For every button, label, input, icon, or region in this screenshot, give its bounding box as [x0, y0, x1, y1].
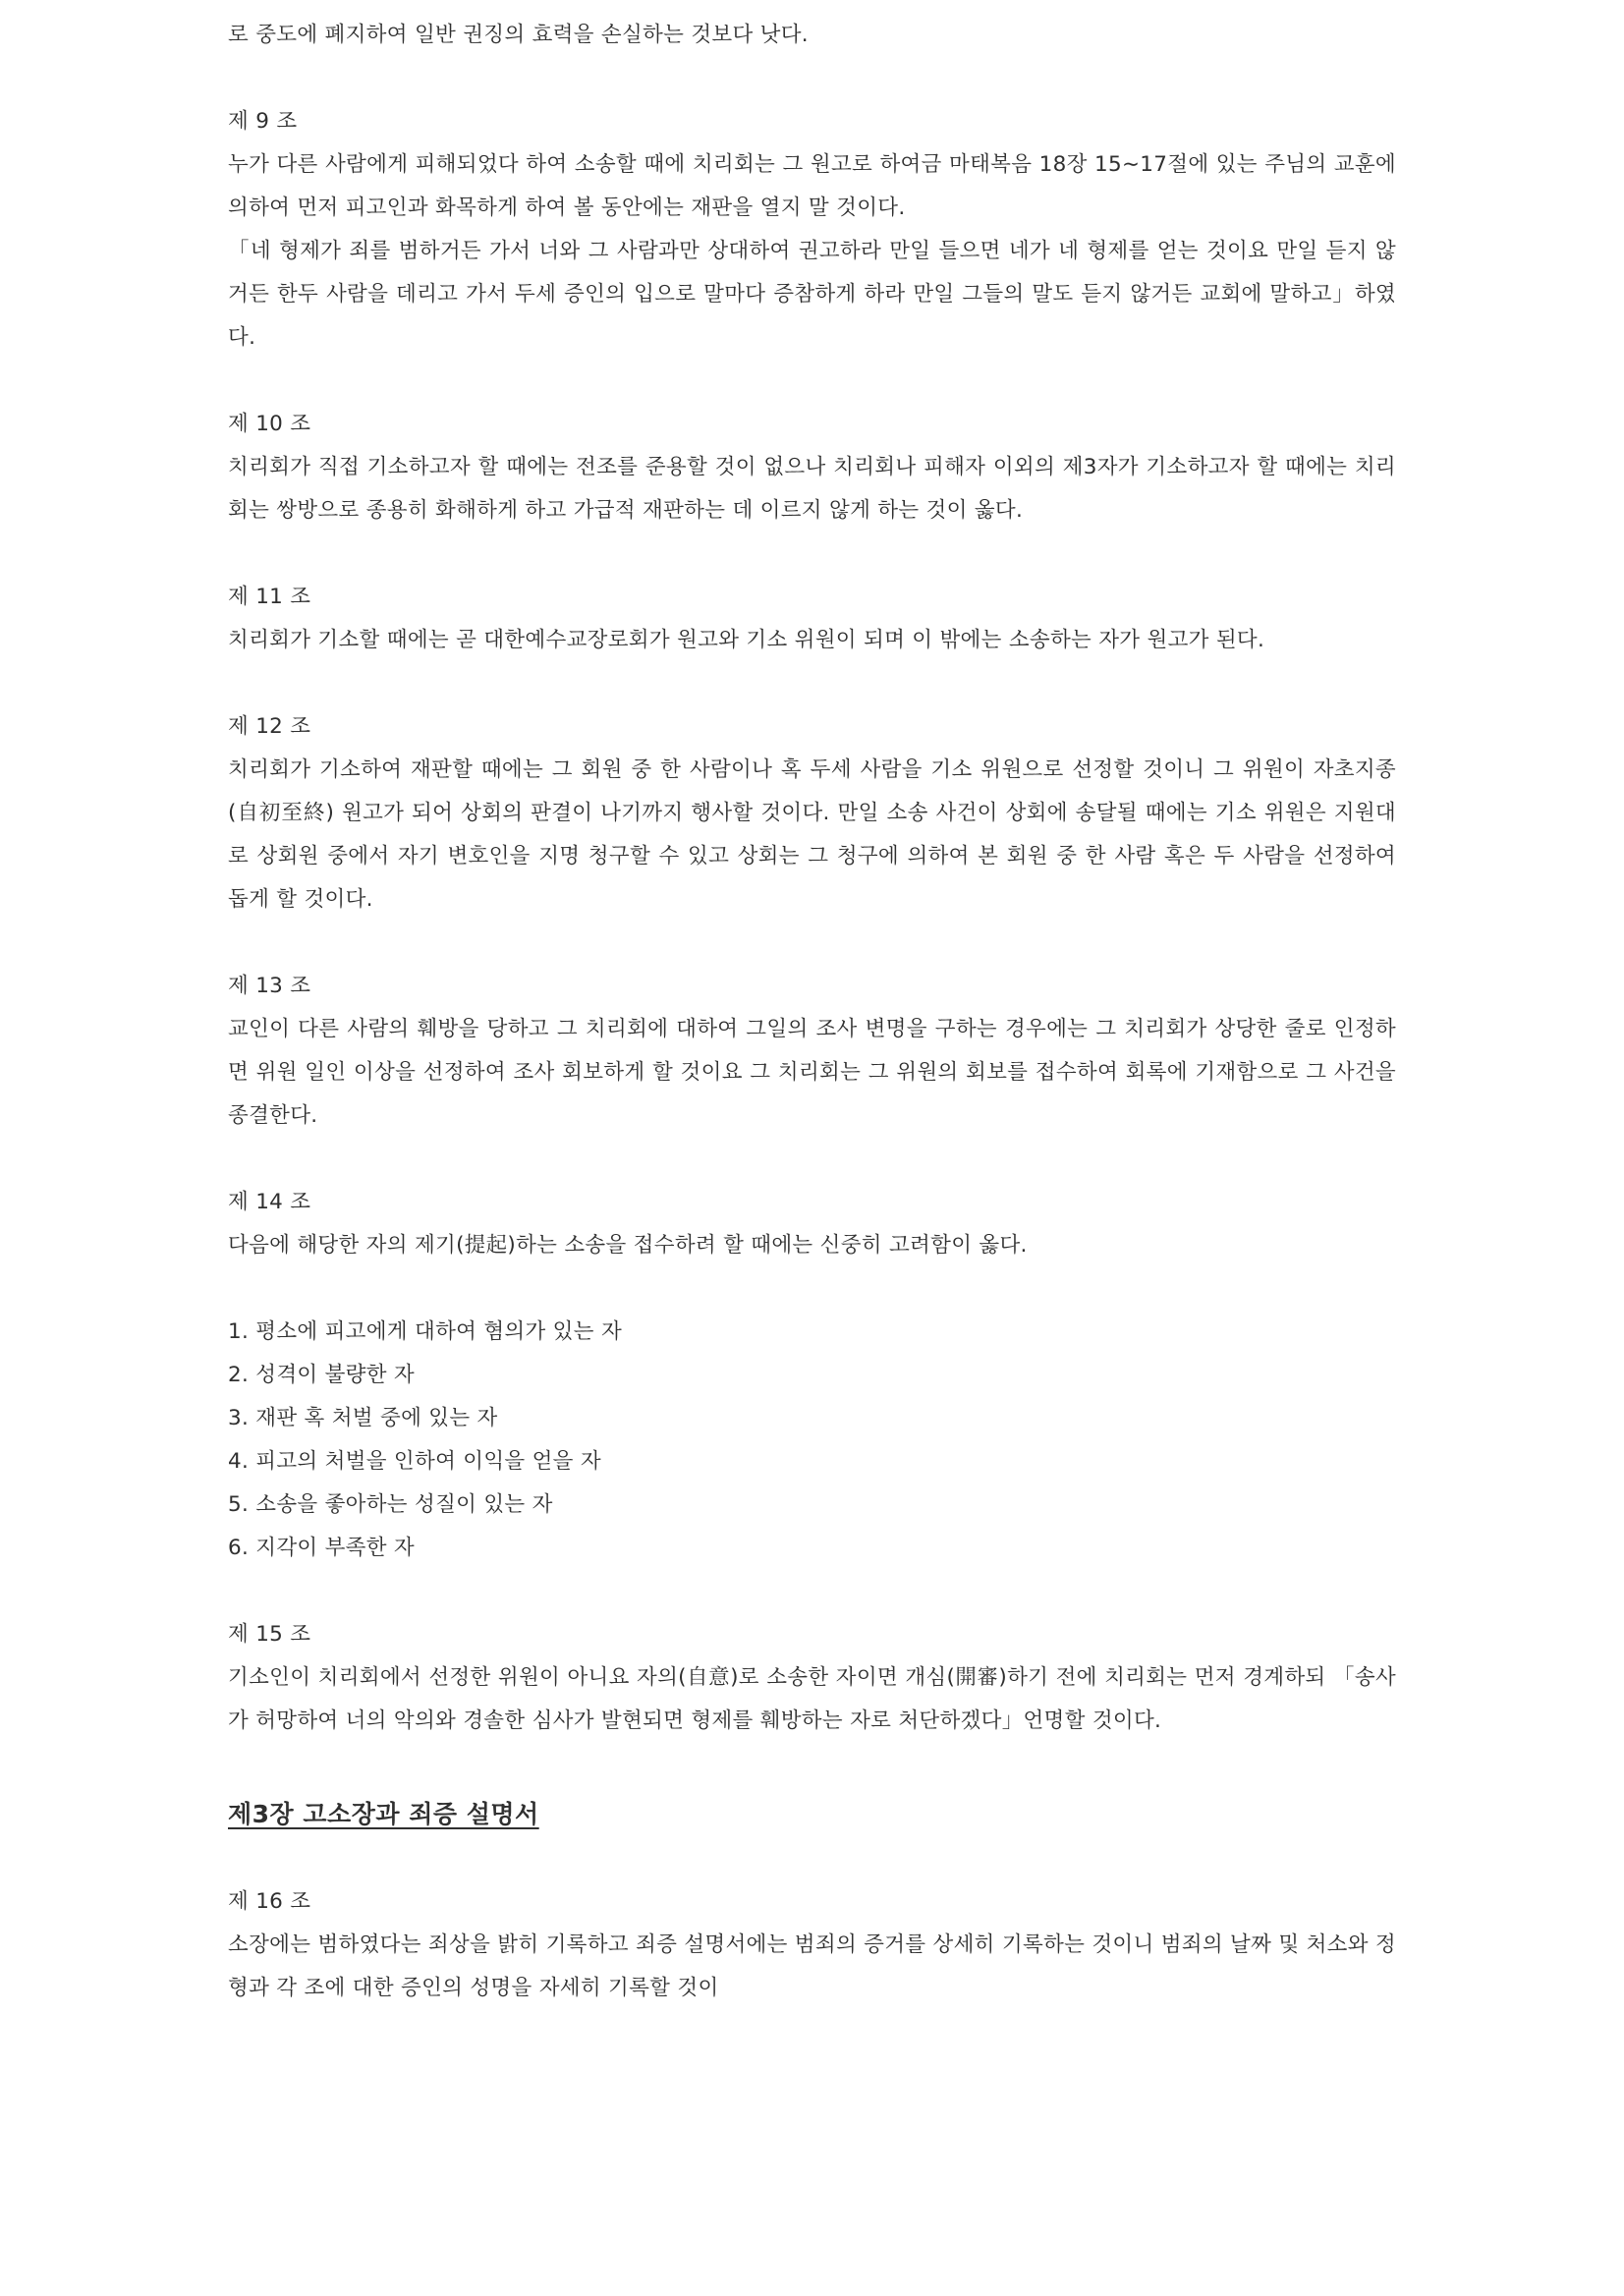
article-15 [228, 1613, 1396, 1743]
spacer [228, 1267, 1396, 1311]
article-paragraph: 교인이 다른 사람의 훼방을 당하고 그 치리회에 대하여 그일의 조사 변명을 구하는 경우에는 그 치리회가 상당한 줄로 인정하면 위원 일인 이상을 선정하여 조사 회보하게 할 것이요 그 치리회는 그 위원의 회보를 접수하여 회록에 기재함으로 그 사건을 종결한다. [228, 1017, 1396, 1128]
article-paragraph: 기소인이 치리회에서 선정한 위원이 아니요 자의(自意)로 소송한 자이면 개심(開審)하기 전에 치리회는 먼저 경계하되 「송사가 허망하여 너의 악의와 경솔한 심사가 발현되면 형제를 훼방하는 자로 처단하겠다」언명할 것이다. [228, 1665, 1396, 1733]
list-item: 1. 평소에 피고에게 대하여 혐의가 있는 자 [228, 1319, 623, 1344]
article-16 [228, 1880, 1396, 2010]
chapter-heading-wrap [228, 1794, 1396, 1835]
article-heading: 제 11 조 [228, 585, 311, 609]
list-item: 6. 지각이 부족한 자 [228, 1536, 415, 1560]
article-13 [228, 965, 1396, 1138]
article-heading: 제 16 조 [228, 1889, 311, 1914]
document-body [228, 14, 1396, 2010]
spacer [228, 922, 1396, 965]
article-14 [228, 1181, 1396, 1570]
spacer [228, 1138, 1396, 1181]
article-quote: 「네 형제가 죄를 범하거든 가서 너와 그 사람과만 상대하여 권고하라 만일 들으면 네가 네 형제를 얻는 것이요 만일 듣지 않거든 한두 사람을 데리고 가서 두세 증인의 입으로 말마다 증참하게 하라 만일 그들의 말도 듣지 않거든 교회에 말하고」하였다. [228, 239, 1396, 350]
article-heading: 제 9 조 [228, 109, 298, 134]
continued-paragraph: 로 중도에 폐지하여 일반 권징의 효력을 손실하는 것보다 낫다. [228, 23, 809, 47]
article-heading: 제 12 조 [228, 714, 311, 739]
list-item: 4. 피고의 처벌을 인하여 이익을 얻을 자 [228, 1449, 601, 1474]
article-paragraph: 소장에는 범하였다는 죄상을 밝히 기록하고 죄증 설명서에는 범죄의 증거를 상세히 기록하는 것이니 범죄의 날짜 및 처소와 정형과 각 조에 대한 증인의 성명을 자세히 기록할 것이 [228, 1932, 1396, 2000]
article-11 [228, 576, 1396, 662]
list-item: 3. 재판 혹 처벌 중에 있는 자 [228, 1406, 498, 1430]
article-paragraph: 다음에 해당한 자의 제기(提起)하는 소송을 접수하려 할 때에는 신중히 고려함이 옳다. [228, 1233, 1028, 1258]
article-paragraph: 치리회가 기소할 때에는 곧 대한예수교장로회가 원고와 기소 위원이 되며 이 밖에는 소송하는 자가 원고가 된다. [228, 628, 1265, 652]
spacer [228, 662, 1396, 705]
list-item: 2. 성격이 불량한 자 [228, 1363, 415, 1387]
article-paragraph: 치리회가 기소하여 재판할 때에는 그 회원 중 한 사람이나 혹 두세 사람을 기소 위원으로 선정할 것이니 그 위원이 자초지종(自初至終) 원고가 되어 상회의 판결이 나기까지 행사할 것이다. 만일 소송 사건이 상회에 송달될 때에는 기소 위원은 지원대로 상회원 중에서 자기 변호인을 지명 청구할 수 있고 상회는 그 청구에 의하여 본 회원 중 한 사람 혹은 두 사람을 선정하여 돕게 할 것이다. [228, 757, 1396, 912]
spacer [228, 1570, 1396, 1613]
article-heading: 제 14 조 [228, 1190, 311, 1214]
article-heading: 제 15 조 [228, 1622, 311, 1647]
spacer [228, 532, 1396, 576]
article-9 [228, 100, 1396, 360]
article-heading: 제 10 조 [228, 412, 311, 436]
list-item: 5. 소송을 좋아하는 성질이 있는 자 [228, 1492, 553, 1517]
article-10 [228, 403, 1396, 532]
article-12 [228, 705, 1396, 922]
spacer [228, 360, 1396, 403]
chapter-title: 제3장 고소장과 죄증 설명서 [228, 1800, 539, 1828]
spacer [228, 57, 1396, 100]
article-heading: 제 13 조 [228, 974, 311, 998]
article-paragraph: 누가 다른 사람에게 피해되었다 하여 소송할 때에 치리회는 그 원고로 하여금 마태복음 18장 15∼17절에 있는 주님의 교훈에 의하여 먼저 피고인과 화목하게 하여 볼 동안에는 재판을 열지 말 것이다. [228, 152, 1396, 220]
article-paragraph: 치리회가 직접 기소하고자 할 때에는 전조를 준용할 것이 없으나 치리회나 피해자 이외의 제3자가 기소하고자 할 때에는 치리회는 쌍방으로 종용히 화해하게 하고 가급적 재판하는 데 이르지 않게 하는 것이 옳다. [228, 455, 1396, 523]
